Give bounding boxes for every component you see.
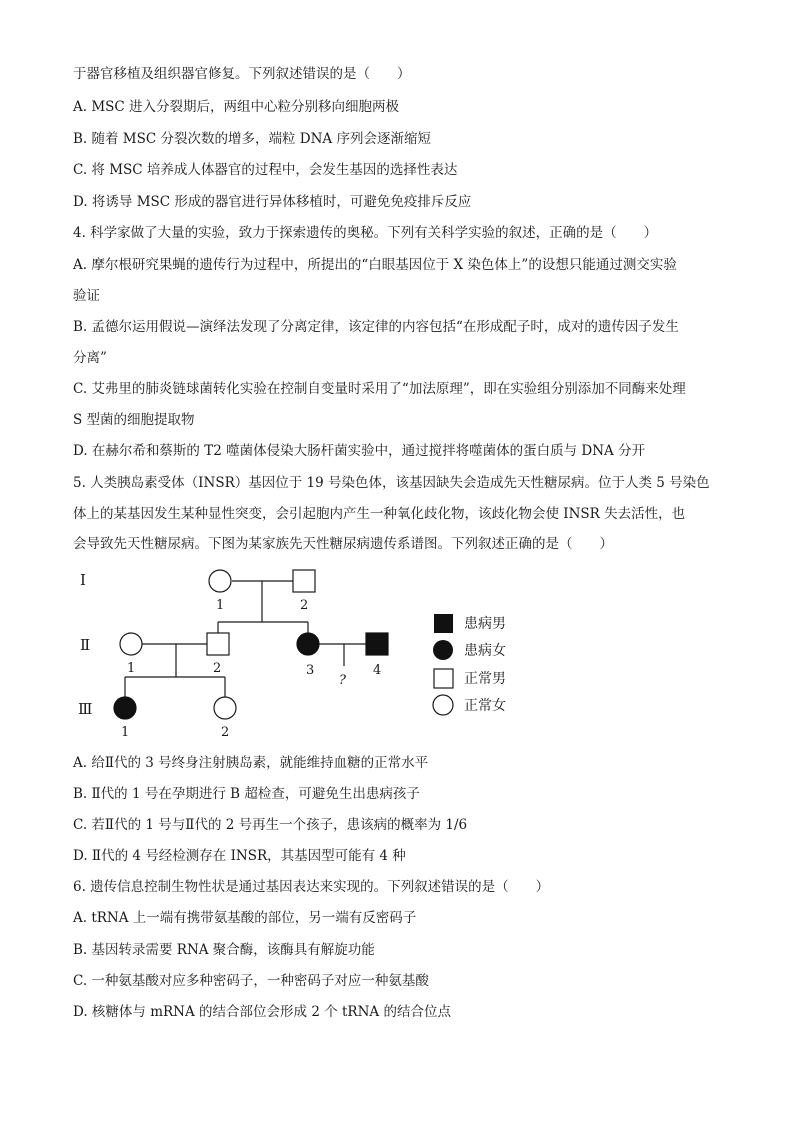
individual-number: 4 [373,663,382,678]
option-d: D. Ⅱ代的 4 号经检测存在 INSR，其基因型可能有 4 种 [73,848,406,864]
option-c: C. 若Ⅱ代的 1 号与Ⅱ代的 2 号再生一个孩子，患该病的概率为 1/6 [73,817,468,833]
question-4-stem: 4. 科学家做了大量的实验，致力于探索遗传的奥秘。下列有关科学实验的叙述，正确的是（ ） [73,225,658,241]
question-5-stem-continued: 体上的某基因发生某种显性突变，会引起胞内产生一种氧化歧化物，该歧化物会使 INSR 失去活性，也 [73,506,686,522]
option-b: B. 随着 MSC 分裂次数的增多，端粒 DNA 序列会逐渐缩短 [73,131,431,147]
option-c: C. 一种氨基酸对应多种密码子，一种密码子对应一种氨基酸 [73,973,429,989]
question-5-stem: 5. 人类胰岛素受体（INSR）基因位于 19 号染色体，该基因缺失会造成先天性糖尿病。位于人类 5 号染色 [73,475,710,491]
legend-affected-female-icon [433,640,453,660]
legend-label: 患病男 [464,616,506,632]
question-6-stem: 6. 遗传信息控制生物性状是通过基因表达来实现的。下列叙述错误的是（ ） [73,879,550,895]
question-5-stem-continued: 会导致先天性糖尿病。下图为某家族先天性糖尿病遗传系谱图。下列叙述正确的是（ ） [73,536,613,552]
generation-label: Ⅲ [78,700,93,718]
individual-number: 1 [121,725,130,740]
option-a: A. MSC 进入分裂期后，两组中心粒分别移向细胞两极 [73,99,400,115]
legend-label: 正常男 [464,671,506,687]
affected-female-symbol [297,633,319,655]
option-a: A. 摩尔根研究果蝇的遗传行为过程中，所提出的“白眼基因位于 X 染色体上”的设想只能通过测交实验 [73,257,677,273]
legend-normal-female-icon [433,695,453,715]
option-d: D. 核糖体与 mRNA 的结合部位会形成 2 个 tRNA 的结合位点 [73,1004,451,1020]
unknown-child-mark: ? [339,673,346,688]
option-c: C. 将 MSC 培养成人体器官的过程中，会发生基因的选择性表达 [73,162,458,178]
legend-label: 患病女 [464,643,506,659]
normal-female-symbol [120,633,142,655]
individual-number: 2 [221,725,230,740]
option-a-continued: 验证 [73,288,100,304]
option-b-continued: 分离” [73,350,107,366]
legend-affected-male-icon [434,614,453,633]
option-d: D. 将诱导 MSC 形成的器官进行异体移植时，可避免免疫排斥反应 [73,194,472,210]
option-b: B. 孟德尔运用假说—演绎法发现了分离定律，该定律的内容包括“在形成配子时，成对的遗传因子发生 [73,319,679,335]
option-d: D. 在赫尔希和蔡斯的 T2 噬菌体侵染大肠杆菌实验中，通过搅拌将噬菌体的蛋白质与 DNA 分开 [73,443,646,459]
individual-number: 1 [216,598,225,613]
affected-male-symbol [366,633,388,655]
option-a: A. 给Ⅱ代的 3 号终身注射胰岛素，就能维持血糖的正常水平 [73,755,429,771]
normal-female-symbol [209,570,231,592]
normal-male-symbol [293,570,315,592]
individual-number: 2 [300,598,309,613]
normal-female-symbol [214,697,236,719]
individual-number: 1 [127,661,136,676]
affected-female-symbol [114,697,136,719]
option-b: B. Ⅱ代的 1 号在孕期进行 B 超检查，可避免生出患病孩子 [73,786,420,802]
option-c-continued: S 型菌的细胞提取物 [73,412,195,428]
pedigree-chart [70,562,540,750]
option-a: A. tRNA 上一端有携带氨基酸的部位，另一端有反密码子 [73,910,417,926]
generation-label: Ⅱ [80,636,91,654]
legend-normal-male-icon [434,669,453,688]
legend-label: 正常女 [464,698,506,714]
individual-number: 2 [213,661,222,676]
normal-male-symbol [207,633,229,655]
text-line: 于器官移植及组织器官修复。下列叙述错误的是（ ） [73,66,411,82]
option-b: B. 基因转录需要 RNA 聚合酶，该酶具有解旋功能 [73,942,375,958]
individual-number: 3 [306,663,315,678]
generation-label: Ⅰ [80,571,86,589]
option-c: C. 艾弗里的肺炎链球菌转化实验在控制自变量时采用了“加法原理”，即在实验组分别添加不同酶来处理 [73,381,686,397]
